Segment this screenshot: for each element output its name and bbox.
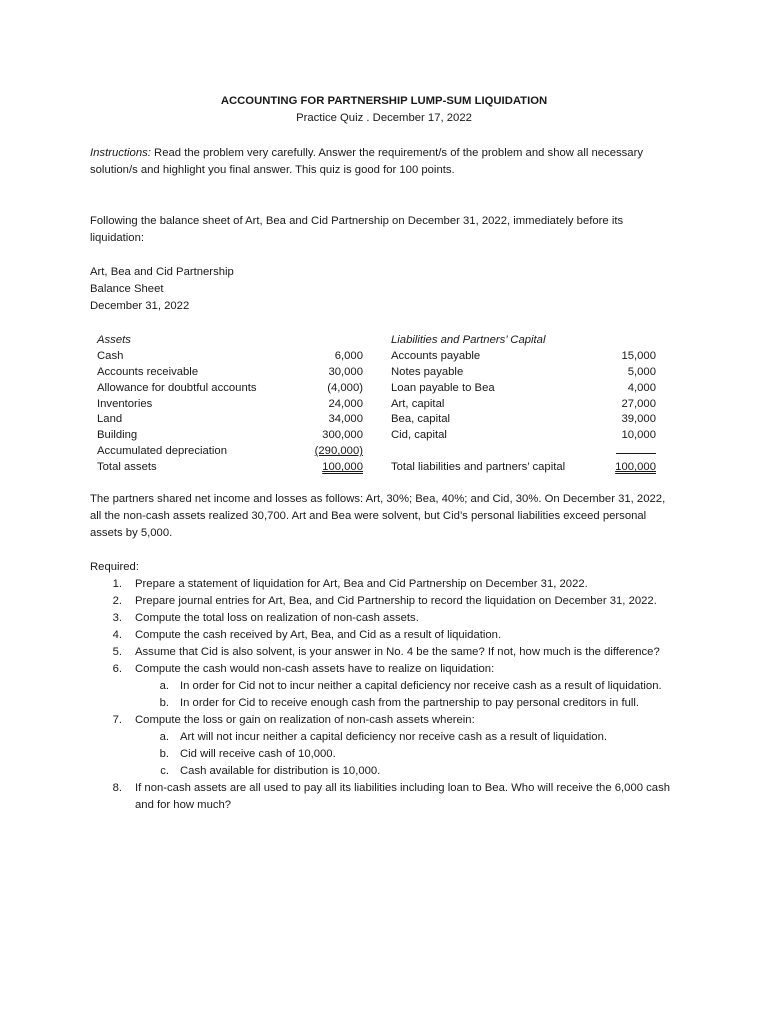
sub-requirement-letter: c. xyxy=(160,765,169,777)
requirement-text: Compute the total loss on realization of non-cash assets. xyxy=(135,612,419,624)
document-subtitle: Practice Quiz . December 17, 2022 xyxy=(296,112,472,124)
total-assets-label: Total assets xyxy=(97,461,157,473)
asset-amount xyxy=(290,443,363,459)
liability-amount: 39,000 xyxy=(621,413,656,425)
total-liabilities-value: 100,000 xyxy=(615,461,656,473)
liability-label: Accounts payable xyxy=(391,350,481,362)
instructions-line-2: solution/s and highlight you final answer. This quiz is good for 100 points. xyxy=(90,164,455,176)
total-liabilities-label: Total liabilities and partners’ capital xyxy=(391,461,566,473)
requirement-number: 2. xyxy=(112,595,122,607)
requirement-number: 5. xyxy=(112,646,122,658)
total-liabilities-amount xyxy=(580,459,656,475)
requirement-number: 6. xyxy=(112,663,122,675)
asset-amount: (4,000) xyxy=(327,382,363,394)
asset-label: Allowance for doubtful accounts xyxy=(97,382,257,394)
sub-requirement-letter: a. xyxy=(159,731,169,743)
liabilities-header: Liabilities and Partners’ Capital xyxy=(391,334,546,346)
requirement-number: 7. xyxy=(112,714,122,726)
liability-label: Cid, capital xyxy=(391,429,447,441)
requirement-text: Assume that Cid is also solvent, is your answer in No. 4 be the same? If not, how much is the difference? xyxy=(135,646,660,658)
subtotal-rule xyxy=(580,443,656,459)
document-title: ACCOUNTING FOR PARTNERSHIP LUMP-SUM LIQUIDATION xyxy=(220,95,548,107)
assets-header: Assets xyxy=(97,334,131,346)
asset-amount-underlined: (290,000) xyxy=(314,445,363,457)
total-assets-amount xyxy=(290,459,363,475)
liability-amount: 4,000 xyxy=(627,382,656,394)
asset-label: Accounts receivable xyxy=(97,366,199,378)
intro-line-1: Following the balance sheet of Art, Bea and Cid Partnership on December 31, 2022, immediately before its xyxy=(90,215,624,227)
asset-label: Inventories xyxy=(97,398,153,410)
asset-amount: 30,000 xyxy=(328,366,363,378)
requirement-text: Compute the loss or gain on realization of non-cash assets wherein: xyxy=(135,714,475,726)
sub-requirement-text: In order for Cid to receive enough cash from the partnership to pay personal creditors in full. xyxy=(180,697,640,709)
requirement-text: Compute the cash received by Art, Bea, and Cid as a result of liquidation. xyxy=(135,629,502,641)
sub-requirement-letter: b. xyxy=(159,748,169,760)
entity-name: Art, Bea and Cid Partnership xyxy=(90,266,234,278)
asset-label: Accumulated depreciation xyxy=(97,445,227,457)
facts-line-3: assets by 5,000. xyxy=(90,527,173,539)
asset-amount: 6,000 xyxy=(334,350,363,362)
asset-label: Building xyxy=(97,429,138,441)
asset-amount: 300,000 xyxy=(322,429,363,441)
instructions-label: Instructions: xyxy=(90,147,151,159)
liability-label: Notes payable xyxy=(391,366,464,378)
sub-requirement-letter: a. xyxy=(159,680,169,692)
requirement-text-continued: and for how much? xyxy=(135,799,232,811)
instructions-line-1 xyxy=(90,145,643,161)
requirement-text: Prepare a statement of liquidation for Art, Bea and Cid Partnership on December 31, 2022. xyxy=(135,578,588,590)
instructions-text-1: Read the problem very carefully. Answer the requirement/s of the problem and show all necessary xyxy=(154,147,643,159)
asset-label: Cash xyxy=(97,350,124,362)
requirement-text: If non-cash assets are all used to pay all its liabilities including loan to Bea. Who will receive the 6,000 cash xyxy=(135,782,671,794)
sub-requirement-text: Art will not incur neither a capital deficiency nor receive cash as a result of liquidation. xyxy=(180,731,607,743)
liability-label: Bea, capital xyxy=(391,413,451,425)
statement-date: December 31, 2022 xyxy=(90,300,190,312)
sub-requirement-text: In order for Cid not to incur neither a capital deficiency nor receive cash as a result of liquidation. xyxy=(180,680,662,692)
requirement-number: 1. xyxy=(112,578,122,590)
facts-line-2: all the non-cash assets realized 30,700. Art and Bea were solvent, but Cid’s personal liabilities exceed personal xyxy=(90,510,647,522)
asset-label: Land xyxy=(97,413,123,425)
required-label: Required: xyxy=(90,561,139,573)
asset-amount: 24,000 xyxy=(328,398,363,410)
asset-amount: 34,000 xyxy=(328,413,363,425)
sub-requirement-letter: b. xyxy=(159,697,169,709)
subtotal-underline xyxy=(616,444,656,454)
intro-line-2: liquidation: xyxy=(90,232,145,244)
liability-amount: 15,000 xyxy=(621,350,656,362)
liability-amount: 10,000 xyxy=(621,429,656,441)
liability-label: Loan payable to Bea xyxy=(391,382,495,394)
sub-requirement-text: Cid will receive cash of 10,000. xyxy=(180,748,336,760)
requirement-number: 8. xyxy=(112,782,122,794)
requirement-number: 3. xyxy=(112,612,122,624)
liability-amount: 5,000 xyxy=(627,366,656,378)
facts-line-1: The partners shared net income and losses as follows: Art, 30%; Bea, 40%; and Cid, 30%. On December 31, 2022, xyxy=(90,493,666,505)
liability-amount: 27,000 xyxy=(621,398,656,410)
statement-name: Balance Sheet xyxy=(90,283,164,295)
sub-requirement-text: Cash available for distribution is 10,000. xyxy=(180,765,381,777)
requirement-text: Prepare journal entries for Art, Bea, and Cid Partnership to record the liquidation on December 31, 2022. xyxy=(135,595,657,607)
requirement-text: Compute the cash would non-cash assets have to realize on liquidation: xyxy=(135,663,495,675)
requirement-number: 4. xyxy=(112,629,122,641)
liability-label: Art, capital xyxy=(391,398,445,410)
total-assets-value: 100,000 xyxy=(322,461,363,473)
